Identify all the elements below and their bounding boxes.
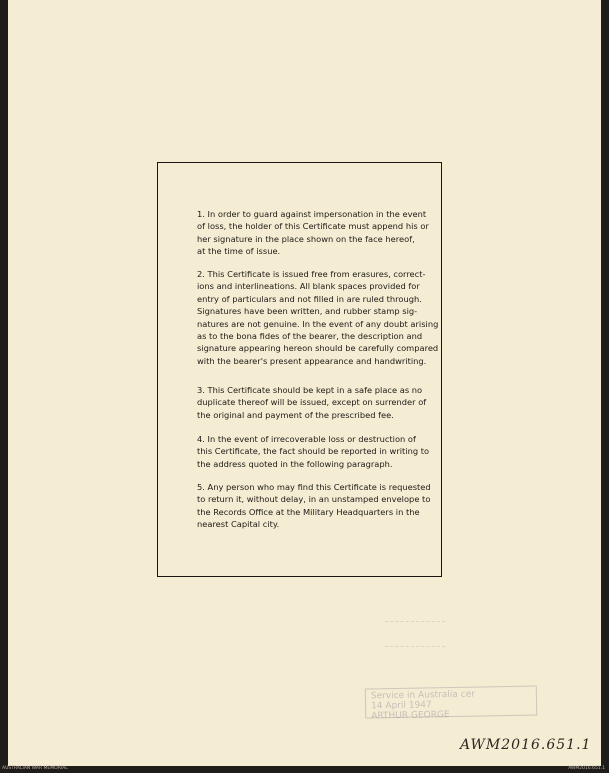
- stamp-line-2: 14 April 1947: [370, 700, 432, 712]
- note-p3-line: duplicate thereof will be issued, except on surrender of: [197, 397, 427, 408]
- note-p1-line: 1. In order to guard against impersonation in the event: [197, 209, 427, 219]
- note-p2-line: Signatures have been written, and rubber stamp sig-: [197, 306, 418, 317]
- note-p5-line: 5. Any person who may find this Certificate is requested: [197, 482, 431, 492]
- note-p2-line: natures are not genuine. In the event of any doubt arising: [197, 318, 439, 329]
- note-p2-line: signature appearing hereon should be carefully compared: [197, 343, 439, 354]
- accession-number: AWM2016.651.1: [460, 737, 592, 753]
- note-p2-line: 2. This Certificate is issued free from erasures, correct-: [197, 269, 426, 279]
- rubber-stamp: [365, 686, 537, 722]
- stamp-line-3: ARTHUR GEORGE: [371, 710, 450, 722]
- note-p1-line: her signature in the place shown on the face hereof,: [197, 233, 415, 244]
- note-p3-line: 3. This Certificate should be kept in a safe place as no: [197, 385, 423, 395]
- note-p1-line: at the time of issue.: [197, 246, 281, 257]
- note-p4-line: this Certificate, the fact should be reported in writing to: [197, 446, 430, 457]
- note-p4-line: 4. In the event of irrecoverable loss or destruction of: [197, 434, 416, 444]
- note-p2-line: ions and interlineations. All blank spaces provided for: [197, 281, 420, 292]
- note-p3-line: the original and payment of the prescribed fee.: [197, 409, 394, 420]
- note-p2-line: entry of particulars and not filled in are ruled through.: [197, 293, 422, 304]
- note-p5-line: nearest Capital city.: [197, 519, 280, 530]
- show-through-line: [385, 621, 445, 622]
- footer-institution: AUSTRALIAN WAR MEMORIAL: [2, 766, 68, 771]
- footer-reference: AWM2016.651.1: [568, 766, 605, 771]
- show-through-line: [385, 646, 445, 647]
- note-p5-line: the Records Office at the Military Headquarters in the: [197, 506, 420, 517]
- stamp-line-1: Service in Australia cer: [370, 689, 476, 702]
- note-p2-line: with the bearer's present appearance and handwriting.: [197, 355, 427, 366]
- note-p1-line: of loss, the holder of this Certificate must append his or: [197, 221, 429, 232]
- note-p4-line: the address quoted in the following paragraph.: [197, 458, 393, 469]
- note-p2-line: as to the bona fides of the bearer, the description and: [197, 331, 423, 341]
- note-p5-line: to return it, without delay, in an unstamped envelope to: [197, 494, 431, 505]
